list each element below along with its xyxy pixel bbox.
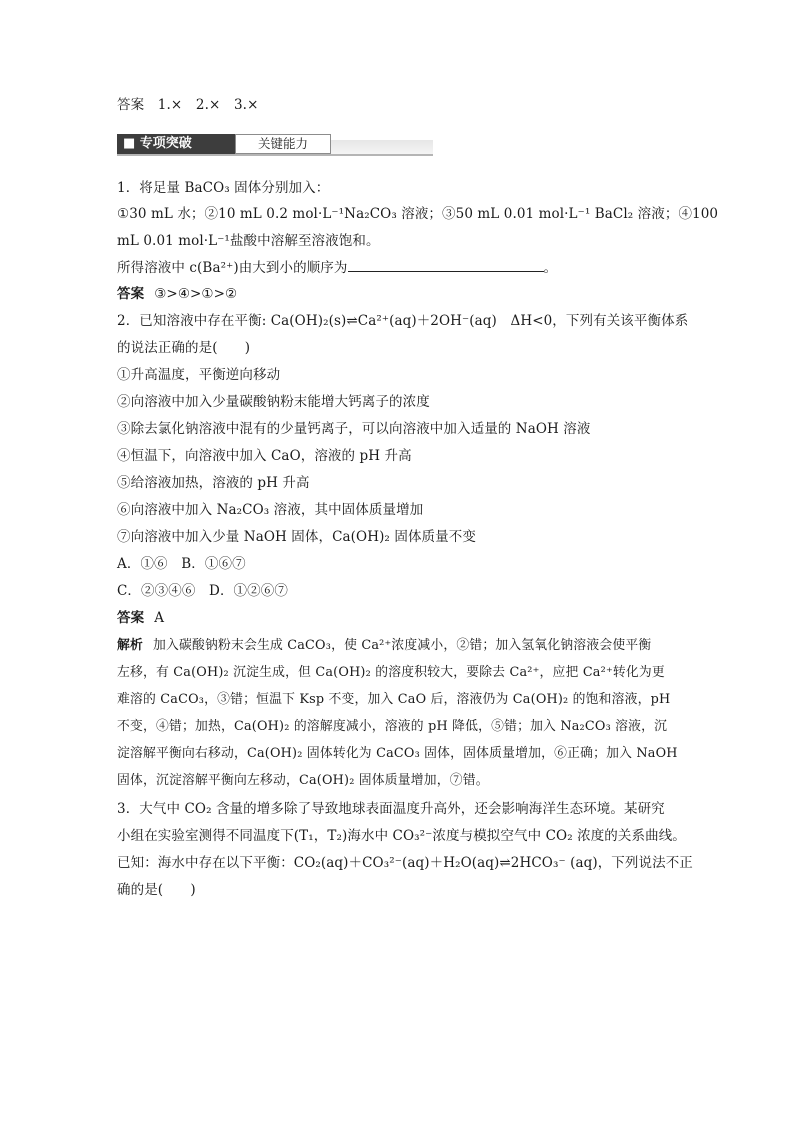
q1-answer bbox=[117, 285, 237, 303]
answer-line-prev: 答案 1.× 2.× 3.× bbox=[117, 97, 259, 113]
q2-option-4: ④恒温下，向溶液中加入 CaO，溶液的 pH 升高 bbox=[117, 448, 412, 464]
q2-option-3: ③除去氯化钠溶液中混有的少量钙离子，可以向溶液中加入适量的 NaOH 溶液 bbox=[117, 421, 591, 437]
analysis-line-2: 左移，有 Ca(OH)₂ 沉淀生成，但 Ca(OH)₂ 的溶度积较大，要除去 Ca²⁺，应把 Ca²⁺转化为更 bbox=[117, 665, 665, 680]
q2-answer bbox=[117, 609, 164, 627]
q3-line-a: 3．大气中 CO₂ 含量的增多除了导致地球表面温度升高外，还会影响海洋生态环境。某研究 bbox=[117, 801, 665, 817]
q1-answer-value: ③>④>①>② bbox=[154, 286, 238, 302]
q2-option-2: ②向溶液中加入少量碳酸钠粉末能增大钙离子的浓度 bbox=[117, 394, 430, 410]
q1-blank bbox=[348, 259, 544, 272]
banner-tail bbox=[331, 140, 433, 154]
q2-answer-value: A bbox=[154, 610, 165, 626]
analysis-line-5: 淀溶解平衡向右移动，Ca(OH)₂ 固体转化为 CaCO₃ 固体，固体质量增加，⑥正确；加入 NaOH bbox=[117, 746, 678, 761]
q3-line-b: 小组在实验室测得不同温度下(T₁，T₂)海水中 CO₃²⁻浓度与模拟空气中 CO₂ 浓度的关系曲线。 bbox=[117, 828, 686, 844]
analysis-line-3: 难溶的 CaCO₃，③错；恒温下 Ksp 不变，加入 CaO 后，溶液仍为 Ca(OH)₂ 的饱和溶液，pH bbox=[117, 692, 671, 707]
q1-answer-label: 答案 bbox=[117, 286, 145, 302]
analysis-line-1 bbox=[117, 637, 651, 655]
q2-option-7: ⑦向溶液中加入少量 NaOH 固体，Ca(OH)₂ 固体质量不变 bbox=[117, 529, 476, 545]
banner-rule bbox=[117, 154, 433, 156]
q1-line-b: mL 0.01 mol·L⁻¹盐酸中溶解至溶液饱和。 bbox=[117, 233, 380, 249]
analysis-text-1: 加入碳酸钠粉末会生成 CaCO₃，使 Ca²⁺浓度减小，②错；加入氢氧化钠溶液会使平衡 bbox=[153, 638, 652, 653]
banner-title: ■ 专项突破 bbox=[117, 134, 235, 154]
q2-choices-ab: A．①⑥ B．①⑥⑦ bbox=[117, 556, 246, 572]
q2-line-a: 2．已知溶液中存在平衡: Ca(OH)₂(s)⇌Ca²⁺(aq)＋2OH⁻(aq) ΔH<0，下列有关该平衡体系 bbox=[117, 313, 689, 329]
q1-prompt: 所得溶液中 c(Ba²⁺)由大到小的顺序为 bbox=[117, 260, 348, 276]
q3-line-c: 已知：海水中存在以下平衡：CO₂(aq)＋CO₃²⁻(aq)＋H₂O(aq)⇌2HCO₃⁻ (aq)，下列说法不正 bbox=[117, 855, 693, 871]
q3-line-d: 确的是( ) bbox=[117, 882, 196, 898]
q2-answer-label: 答案 bbox=[117, 610, 145, 626]
banner-subtitle: 关键能力 bbox=[235, 134, 331, 154]
section-banner bbox=[117, 134, 433, 156]
q1-line-a: ①30 mL 水；②10 mL 0.2 mol·L⁻¹Na₂CO₃ 溶液；③50 mL 0.01 mol·L⁻¹ BaCl₂ 溶液；④100 bbox=[117, 206, 719, 222]
analysis-label: 解析 bbox=[117, 638, 143, 653]
q1-end: 。 bbox=[543, 260, 558, 276]
q1-title: 1．将足量 BaCO₃ 固体分别加入： bbox=[117, 180, 330, 196]
q2-option-1: ①升高温度，平衡逆向移动 bbox=[117, 367, 281, 383]
q1-line-c bbox=[117, 259, 557, 277]
q2-option-6: ⑥向溶液中加入 Na₂CO₃ 溶液，其中固体质量增加 bbox=[117, 502, 424, 518]
q2-choices-cd: C．②③④⑥ D．①②⑥⑦ bbox=[117, 583, 288, 599]
analysis-line-4: 不变，④错；加热，Ca(OH)₂ 的溶解度减小，溶液的 pH 降低，⑤错；加入 Na₂CO₃ 溶液，沉 bbox=[117, 719, 668, 734]
q2-line-b: 的说法正确的是( ) bbox=[117, 340, 251, 356]
analysis-line-6: 固体，沉淀溶解平衡向左移动，Ca(OH)₂ 固体质量增加，⑦错。 bbox=[117, 773, 489, 788]
q2-option-5: ⑤给溶液加热，溶液的 pH 升高 bbox=[117, 475, 310, 491]
